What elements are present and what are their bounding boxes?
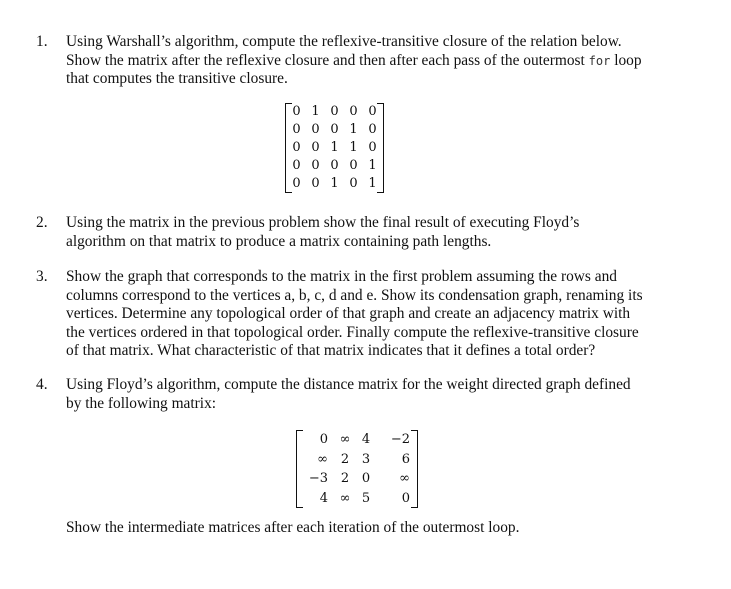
matrix-right-bracket: [411, 430, 418, 508]
matrix-table: [298, 430, 416, 508]
problem-text: [66, 33, 676, 89]
problem-text: [66, 214, 676, 251]
matrix-cell: −2: [390, 432, 410, 447]
matrix-row: [287, 121, 382, 139]
matrix-cell: 0: [292, 122, 301, 137]
matrix-cell: 2: [340, 471, 350, 486]
matrix-cell: 0: [292, 176, 301, 191]
matrix-cell: 1: [368, 158, 377, 173]
matrix-cell: 1: [330, 176, 339, 191]
problem-2: [36, 214, 676, 251]
problem-line-text: Show the matrix after the reflexive closure and then after each pass of the outermost: [66, 51, 585, 69]
problem-line: [66, 52, 676, 71]
problem-number: 2.: [36, 214, 48, 231]
matrix-cell: 4: [361, 432, 371, 447]
problem-3: [36, 268, 676, 361]
matrix-cell: 1: [349, 140, 358, 155]
matrix-cell: 0: [292, 104, 301, 119]
problem-line-suffix: loop: [610, 51, 642, 69]
matrix-row: [298, 489, 416, 509]
matrix-cell: 0: [311, 122, 320, 137]
matrix-cell: 0: [311, 158, 320, 173]
matrix-cell: 1: [349, 122, 358, 137]
matrix-cell: 0: [330, 158, 339, 173]
matrix-row: [298, 469, 416, 489]
matrix-cell: ∞: [317, 451, 328, 467]
matrix-left-bracket: [285, 103, 292, 193]
matrix-cell: 0: [319, 432, 328, 447]
matrix-cell: 1: [368, 176, 377, 191]
matrix-cell: 3: [361, 451, 371, 467]
problem-text: [66, 268, 676, 361]
problem-line: by the following matrix:: [66, 394, 217, 412]
matrix-right-bracket: [377, 103, 384, 193]
matrix-cell: 0: [401, 490, 410, 506]
problem-text: [66, 376, 676, 413]
matrix-cell: 0: [349, 104, 358, 119]
matrix-row: [287, 175, 382, 193]
problem-line: Show the graph that corresponds to the matrix in the first problem assuming the rows and: [66, 268, 617, 285]
problem-line: Using Warshall’s algorithm, compute the reflexive-transitive closure of the relation below.: [66, 33, 622, 50]
problem-number: 1.: [36, 33, 48, 50]
matrix-cell: 0: [311, 140, 320, 155]
matrix-table: [287, 103, 382, 193]
matrix-cell: ∞: [399, 471, 410, 486]
problem-line: vertices. Determine any topological order of that graph and create an adjacency matrix with: [66, 305, 631, 322]
problem-line: Using Floyd’s algorithm, compute the distance matrix for the weight directed graph defined: [66, 376, 631, 393]
matrix-row: [298, 430, 416, 450]
matrix-cell: 6: [401, 451, 410, 467]
matrix-cell: 0: [292, 158, 301, 173]
problem-line: Using the matrix in the previous problem show the final result of executing Floyd’s: [66, 214, 580, 231]
matrix-cell: 0: [349, 176, 358, 191]
matrix-cell: 0: [349, 158, 358, 173]
problem-number: 3.: [36, 268, 48, 285]
matrix-cell: 1: [311, 104, 320, 119]
matrix-row: [287, 103, 382, 121]
matrix-cell: −3: [308, 471, 328, 486]
matrix-cell: 2: [340, 451, 350, 467]
matrix-cell: 0: [330, 122, 339, 137]
matrix-cell: 0: [361, 471, 371, 486]
problem-line: columns correspond to the vertices a, b, c, d and e. Show its condensation graph, renaming its: [66, 286, 643, 304]
matrix-row: [287, 139, 382, 157]
matrix-cell: 1: [330, 140, 339, 155]
matrix-cell: 0: [292, 140, 301, 155]
problem-number: 4.: [36, 376, 48, 393]
matrix-cell: 0: [368, 122, 377, 137]
problem-line: that computes the transitive closure.: [66, 70, 288, 87]
matrix-cell: 0: [311, 176, 320, 191]
closing-instruction: Show the intermediate matrices after each iteration of the outermost loop.: [66, 519, 520, 536]
matrix-cell: 5: [361, 490, 371, 506]
matrix-cell: 0: [368, 104, 377, 119]
problem-1: [36, 33, 676, 89]
problem-line: algorithm on that matrix to produce a matrix containing path lengths.: [66, 232, 492, 250]
matrix-cell: ∞: [339, 490, 351, 506]
matrix-cell: 4: [319, 490, 328, 506]
problem-line: the vertices ordered in that topological order. Finally compute the reflexive-transitive closure: [66, 323, 639, 341]
matrix-cell: 0: [368, 140, 377, 155]
matrix-cell: 0: [330, 104, 339, 119]
matrix-row: [298, 450, 416, 470]
matrix-row: [287, 157, 382, 175]
weight-matrix: [298, 430, 416, 508]
problem-4: [36, 376, 676, 413]
relation-matrix: [287, 103, 382, 193]
matrix-left-bracket: [296, 430, 303, 508]
code-keyword: for: [588, 53, 611, 68]
matrix-cell: ∞: [339, 432, 351, 447]
problem-line: of that matrix. What characteristic of that matrix indicates that it defines a total order?: [66, 342, 596, 359]
